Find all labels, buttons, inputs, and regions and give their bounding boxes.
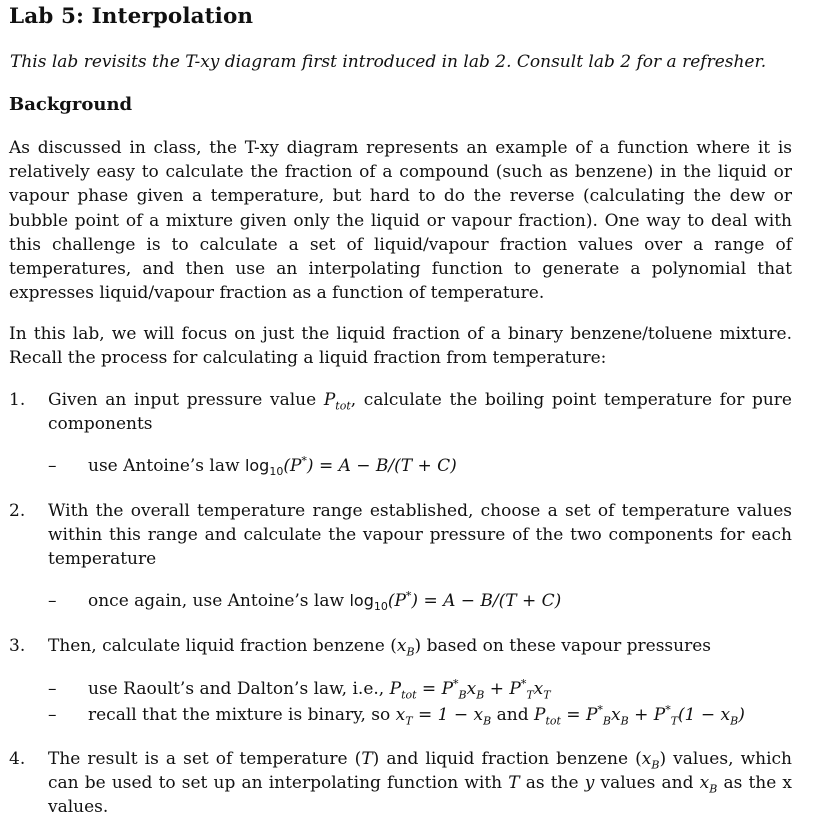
step-2-antoine-law: once again, use Antoine’s law $\log_{10}(P^*) = A - B/(T + C)$ — [88, 589, 562, 614]
step-1-text: Given an input pressure value $P_{tot}$, calculate the boiling point temperature for pure components — [48, 390, 792, 435]
step-3-binary-note: recall that the mixture is binary, so $x_T = 1 - x_B$ and $P_{tot} = P^*_Bx_B + P^*_T(1 - x_B)$ — [88, 703, 745, 728]
step-number: 1. — [9, 390, 26, 410]
focus-paragraph: In this lab, we will focus on just the liquid fraction of a binary benzene/toluene mixture. Recall the process for calculating a liquid fraction from temperature: — [9, 324, 792, 369]
bullet-dash: – — [48, 679, 57, 699]
background-paragraph: As discussed in class, the T-xy diagram represents an example of a function where it is relatively easy to calculate the fraction of a compound (such as benzene) in the liquid or vapour phase given a temperature, but hard to do the reverse (calculating the dew or bubble point of a mixture given only the liquid or vapour fraction). One way to deal with this challenge is to calculate a set of liquid/vapour fraction values over a range of temperatures, and then use an interpolating function to generate a polynomial that expresses liquid/vapour fraction as a function of temperature. — [9, 138, 792, 304]
intro-note: This lab revisits the T-xy diagram first introduced in lab 2. Consult lab 2 for a refresher. — [10, 52, 767, 72]
step-number: 2. — [9, 501, 26, 521]
page-title: Lab 5: Interpolation — [9, 4, 254, 29]
section-heading-background: Background — [9, 94, 133, 115]
bullet-dash: – — [48, 456, 57, 476]
bullet-dash: – — [48, 705, 57, 725]
step-number: 4. — [9, 749, 26, 769]
step-4-text: The result is a set of temperature (T) and liquid fraction benzene $(x_B)$ values, which can be used to set up an interpolating function with T as the y values and $x_B$ as the x values. — [48, 749, 793, 818]
step-3-text: Then, calculate liquid fraction benzene $(x_B)$ based on these vapour pressures — [48, 636, 712, 659]
bullet-dash: – — [48, 591, 57, 611]
step-number: 3. — [9, 636, 26, 656]
step-1-antoine-law: use Antoine’s law $\log_{10}(P^*) = A - B/(T + C)$ — [88, 454, 457, 479]
step-2-text: With the overall temperature range established, choose a set of temperature values within this range and calculate the vapour pressure of the two components for each temperature — [48, 501, 792, 570]
step-3-raoult-dalton: use Raoult’s and Dalton’s law, i.e., $P_{tot} = P^*_Bx_B + P^*_Tx_T$ — [88, 677, 551, 702]
